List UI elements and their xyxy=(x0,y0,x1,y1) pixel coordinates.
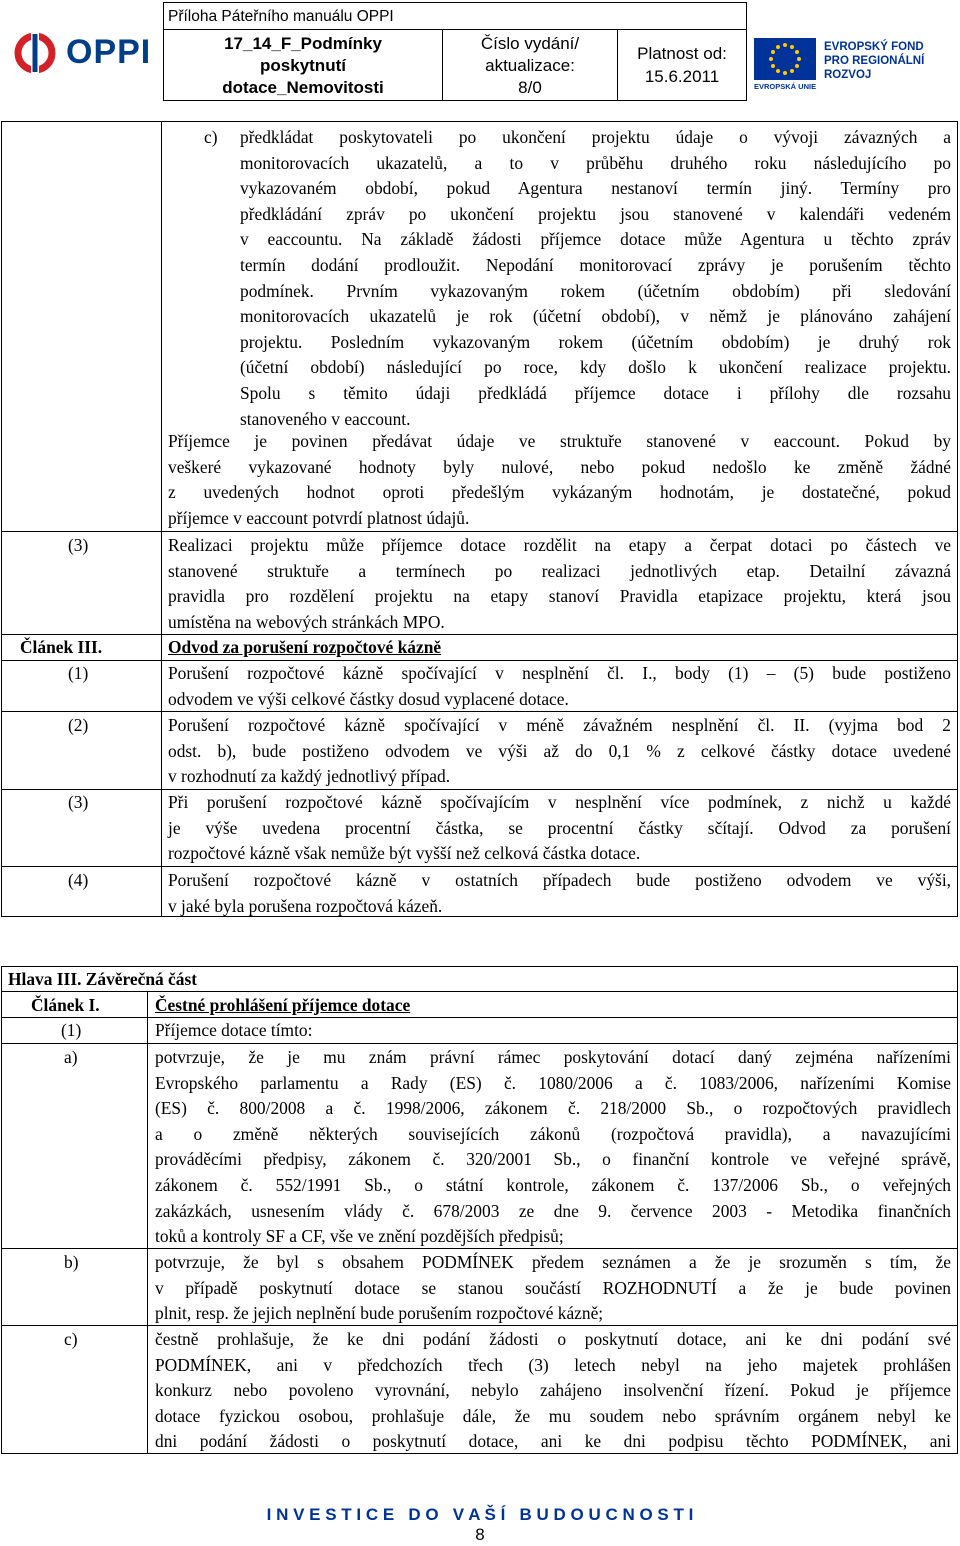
article-1-title: Čestné prohlášení příjemce dotace xyxy=(155,995,411,1015)
article-3-item-2-label: (2) xyxy=(68,715,89,735)
article-3-item-1-label: (1) xyxy=(68,663,89,683)
declaration-a-line: (ES) č. 800/2008 a č. 1998/2006, zákonem č. 218/2000 Sb., o rozpočtových pravidlech xyxy=(155,1098,951,1119)
declaration-a-line: potvrzuje, že je mu znám právní rámec poskytování dotací daný zejména nařízeními xyxy=(155,1047,951,1067)
paragraph-line: příjemce v eaccount potvrdí platnost údajů. xyxy=(168,507,470,528)
item-c-label: c) xyxy=(204,127,218,147)
article-3-title: Odvod za porušení rozpočtové kázně xyxy=(168,637,442,657)
eu-label: EVROPSKÁ UNIE xyxy=(754,82,817,91)
table2-border-right xyxy=(957,966,958,1454)
article-3-item-1-line: odvodem ve výši celkové částky dosud vyplacené dotace. xyxy=(168,688,569,709)
article-3-item-4-label: (4) xyxy=(68,870,89,890)
table2-col-divider xyxy=(147,991,148,1454)
part-3-heading: Hlava III. Závěrečná část xyxy=(8,969,198,989)
declaration-c-line: konkurz nebo povoleno vyrovnání, nebylo zahájeno insolvenční řízení. Pokud je příjemce xyxy=(155,1380,951,1401)
article-3-label: Článek III. xyxy=(20,637,103,657)
item-c-line: Spolu s těmito údaji předkládá příjemce dotace i přílohy dle rozsahu xyxy=(240,382,951,403)
article-1-label: Článek I. xyxy=(31,995,100,1015)
declaration-a-line: Evropského parlamentu a Rady (ES) č. 1080/2006 a č. 1083/2006, nařízeními Komise xyxy=(155,1072,951,1093)
declaration-a-line: zakázkách, usnesením vlády č. 678/2003 ze dne 9. července 2003 - Metodika finančních xyxy=(155,1200,951,1221)
issue-label-2: aktualizace: xyxy=(485,56,575,75)
footer-slogan: I N V E S T I C E D O V A Š Í B U D O U C N O S T I xyxy=(266,1505,694,1524)
fund-label-3: ROZVOJ xyxy=(824,69,872,81)
item-c-line: v eaccountu. Na základě žádosti příjemce dotace může Agentura u těchto zpráv xyxy=(240,229,951,250)
article-3-item-2-line: odst. b), bude postiženo odvodem ve výši až do 0,1 % z celkové částky dotace uvedené xyxy=(168,740,951,761)
item-c-line: monitorovacích ukazatelů je rok (účetní období), v němž je plánováno zahájení xyxy=(240,306,951,327)
declaration-a-line: toků a kontroly SF a CF, vše ve znění pozdějších předpisů; xyxy=(155,1226,564,1247)
item-c-line: monitorovacích ukazatelů, a to v průběhu druhého roku následujícího po xyxy=(240,152,951,173)
table2-row-divider xyxy=(1,1017,958,1018)
issue-label-1: Číslo vydání/ xyxy=(480,34,580,53)
item-c-line: předkládání zpráv po ukončení projektu jsou stanovené v kalendáři vedeném xyxy=(240,203,951,224)
page-number: 8 xyxy=(475,1525,485,1544)
item-c-line: (účetní období) následující po roce, kdy došlo k ukončení realizace projektu. xyxy=(240,357,951,378)
doc-kind: Příloha Páteřního manuálu OPPI xyxy=(168,8,394,25)
article-3-item-3-label: (3) xyxy=(68,792,89,812)
item-3-line: Realizaci projektu může příjemce dotace rozdělit na etapy a čerpat dotaci po částech ve xyxy=(168,535,951,555)
declaration-a-line: a o změně některých souvisejících zákonů (rozpočtová pravidla), a navazujícími xyxy=(155,1123,951,1144)
fund-label-2: PRO REGIONÁLNÍ xyxy=(824,55,925,67)
declaration-c-line: čestně prohlašuje, že ke dni podání žádosti o poskytnutí dotace, ani ke dni podání své xyxy=(155,1329,951,1349)
item-c-line: termín dodání prodloužit. Nepodání monitorovací zprávy je porušením těchto xyxy=(240,254,951,275)
declaration-a-label: a) xyxy=(64,1047,78,1067)
article-3-item-1-line: Porušení rozpočtové kázně spočívající v nesplnění čl. I., body (1) – (5) bude postiženo xyxy=(168,663,951,683)
paragraph-line: Příjemce je povinen předávat údaje ve struktuře stanovené v eaccount. Pokud by xyxy=(168,431,951,451)
item-3-line: pravidla pro rozdělení projektu na etapy stanoví Pravidla etapizace projektu, která jsou xyxy=(168,586,951,607)
article-3-item-2-line: Porušení rozpočtové kázně spočívající v méně závažném nesplnění čl. II. (vyjma bod 2 xyxy=(168,715,951,735)
item-c-line: vykazovaném období, pokud Agentura nestanoví termín jiný. Termíny pro xyxy=(240,178,951,199)
article-3-item-4-line: Porušení rozpočtové kázně v ostatních případech bude postiženo odvodem ve výši, xyxy=(168,870,951,890)
doc-name-line-2: poskytnutí xyxy=(260,56,346,75)
item-3-line: umístěna na webových stránkách MPO. xyxy=(168,611,445,632)
paragraph-line: z uvedených hodnot oproti předešlým vykázaným hodnotám, je dostatečné, pokud xyxy=(168,482,951,503)
declaration-b-line: v případě poskytnutí dotace se stanou součástí ROZHODNUTÍ a že je bude povinen xyxy=(155,1277,951,1298)
item-c-line: projektu. Posledním vykazovaným rokem (účetním obdobím) je druhý rok xyxy=(240,331,951,352)
declaration-c-line: dni podání žádosti o poskytnutí dotace, ani ke dni podpisu těchto PODMÍNEK, ani xyxy=(155,1431,951,1452)
doc-name-line-3: dotace_Nemovitosti xyxy=(222,78,384,97)
declaration-b-line: plnit, resp. že jejich neplnění bude porušením rozpočtové kázně; xyxy=(155,1303,604,1324)
declaration-c-label: c) xyxy=(64,1329,78,1349)
declaration-b-text xyxy=(155,1250,951,1327)
declaration-c-line: PODMÍNEK, ani v předchozích třech (3) letech nebyl na jeho majetek prohlášen xyxy=(155,1354,951,1375)
declaration-c-text xyxy=(155,1327,951,1455)
article-3-item-4-line: v jaké byla porušena rozpočtová kázeň. xyxy=(168,895,443,916)
declaration-c-line: dotace fyzickou osobou, prohlašuje dále, že mu soudem nebo správním orgánem nebyl ke xyxy=(155,1405,951,1426)
declaration-item-1-text: Příjemce dotace tímto: xyxy=(155,1020,313,1040)
item-c-line: podmínek. Prvním vykazovaným rokem (účetním obdobím) při sledování xyxy=(240,280,951,301)
article-3-item-3-line: rozpočtové kázně však nemůže být vyšší než celková částka dotace. xyxy=(168,843,641,864)
table2-border-left xyxy=(1,966,2,1454)
declaration-a-line: prováděcími předpisy, zákonem č. 320/2001 Sb., o finanční kontrole ve veřejné správě, xyxy=(155,1149,951,1170)
item-c-line: stanoveného v eaccount. xyxy=(240,408,411,429)
item-3-line: stanovené struktuře a termínech po realizaci jednotlivých etap. Detailní závazná xyxy=(168,560,951,581)
fund-label-1: EVROPSKÝ FOND xyxy=(824,41,924,53)
valid-value: 15.6.2011 xyxy=(644,67,720,86)
article-3-item-3-line: je výše uvedena procentní částka, se procentní částky sčítají. Odvod za porušení xyxy=(168,817,951,838)
declaration-item-1-label: (1) xyxy=(61,1020,82,1040)
article-3-item-3-line: Při porušení rozpočtové kázně spočívajícím v nesplnění více podmínek, z nichž u každé xyxy=(168,792,951,812)
declaration-a-text xyxy=(155,1045,951,1250)
oppi-logo-text: OPPI xyxy=(66,33,152,71)
declaration-b-line: potvrzuje, že byl s obsahem PODMÍNEK předem seznámen a že je srozuměn s tím, že xyxy=(155,1252,951,1272)
article-3-item-2-line: v rozhodnutí za každý jednotlivý případ. xyxy=(168,766,451,787)
paragraph-line: veškeré vykazované hodnoty byly nulové, nebo pokud nedošlo ke změně žádné xyxy=(168,456,951,477)
table2-row-divider xyxy=(1,1043,958,1044)
valid-label: Platnost od: xyxy=(637,44,727,63)
issue-value: 8/0 xyxy=(518,78,542,97)
item-c-line: předkládat poskytovateli po ukončení projektu údaje o vývoji závazných a xyxy=(240,127,951,147)
item-3-label: (3) xyxy=(68,535,89,555)
doc-name-line-1: 17_14_F_Podmínky xyxy=(224,34,382,53)
declaration-a-line: zákonem č. 552/1991 Sb., o státní kontrole, zákonem č. 137/2006 Sb., o veřejných xyxy=(155,1174,951,1195)
declaration-b-label: b) xyxy=(64,1252,79,1272)
